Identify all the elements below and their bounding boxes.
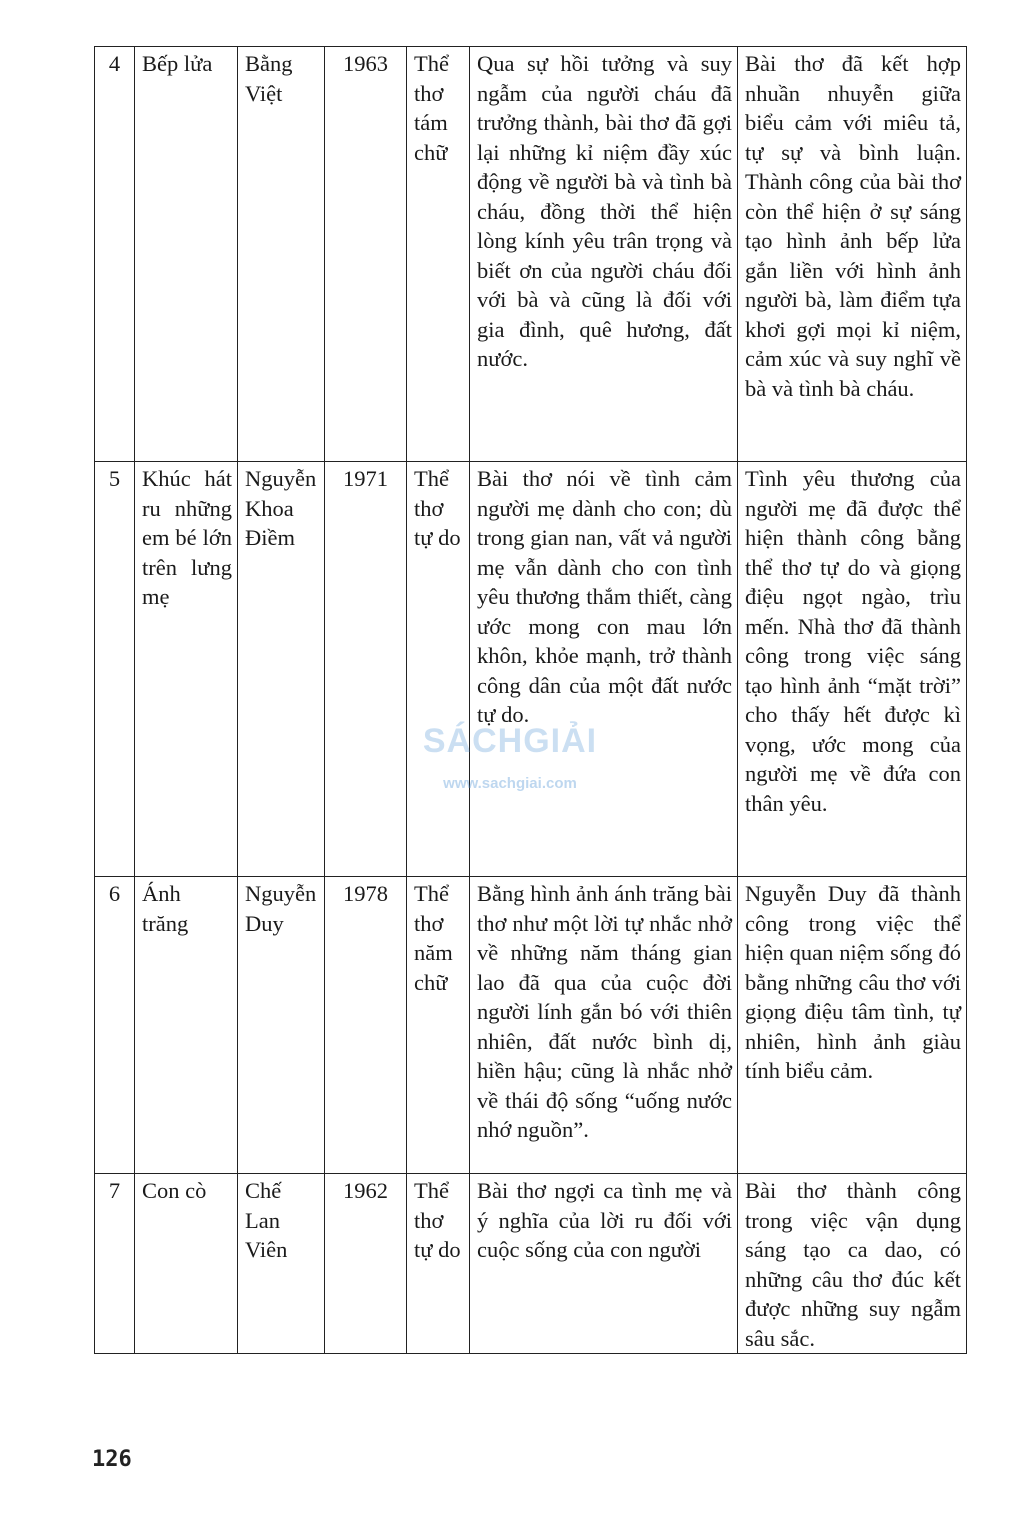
poem-year: 1971 <box>325 462 407 877</box>
watermark-logo: SÁCHGIẢI <box>422 722 598 760</box>
poem-content: Qua sự hồi tưởng và suy ngẫm của người cháu đã trưởng thành, bài thơ đã gợi lại những kỉ niệm đầy xúc động về người bà và tình bà cháu, đồng thời thể hiện lòng kính yêu trân trọng và biết ơn của người cháu đối với bà và cũng là đối với gia đình, quê hương, đất nước. <box>470 47 738 462</box>
poem-form: Thể thơ tự do <box>407 462 470 877</box>
poem-art: Tình yêu thương của người mẹ đã được thể hiện thành công bằng thể thơ tự do và giọng điệu ngọt ngào, trìu mến. Nhà thơ đã thành công trong việc sáng tạo hình ảnh “mặt trời” cho thấy hết được kì vọng, ước mong của người mẹ về đứa con thân yêu. <box>738 462 967 877</box>
poem-content: Bài thơ ngợi ca tình mẹ và ý nghĩa của lời ru đối với cuộc sống của con người <box>470 1174 738 1354</box>
poem-year: 1962 <box>325 1174 407 1354</box>
poem-title: Con cò <box>135 1174 238 1354</box>
poem-author: Nguyễn Duy <box>238 877 325 1174</box>
poem-year: 1963 <box>325 47 407 462</box>
poem-table <box>94 46 967 1354</box>
row-number: 6 <box>95 877 135 1174</box>
watermark-url: www.sachgiai.com <box>443 775 577 792</box>
poem-art: Bài thơ đã kết hợp nhuần nhuyễn giữa biểu cảm với miêu tả, tự sự và bình luận. Thành công của bài thơ còn thể hiện ở sự sáng tạo hình ảnh bếp lửa gắn liền với hình ảnh người bà, làm điểm tựa khơi gợi mọi kỉ niệm, cảm xúc và suy nghĩ về bà và tình bà cháu. <box>738 47 967 462</box>
row-number: 7 <box>95 1174 135 1354</box>
table-row <box>95 1174 967 1354</box>
table-row <box>95 877 967 1174</box>
poem-content: Bằng hình ảnh ánh trăng bài thơ như một lời tự nhắc nhở về những năm tháng gian lao đã qua của cuộc đời người lính gắn bó với thiên nhiên, đất nước bình dị, hiền hậu; cũng là nhắc nhở về thái độ sống “uống nước nhớ nguồn”. <box>470 877 738 1174</box>
poem-form: Thể thơ năm chữ <box>407 877 470 1174</box>
row-number: 5 <box>95 462 135 877</box>
poem-form: Thể thơ tám chữ <box>407 47 470 462</box>
poem-content: Bài thơ nói về tình cảm người mẹ dành cho con; dù trong gian nan, vất vả người mẹ vẫn dành cho con tình yêu thương thắm thiết, càng ước mong con mau lớn khôn, khỏe mạnh, trở thành công dân của một đất nước tự do. <box>470 462 738 877</box>
poem-title: Khúc hát ru những em bé lớn trên lưng mẹ <box>135 462 238 877</box>
table-row <box>95 462 967 877</box>
poem-form: Thể thơ tự do <box>407 1174 470 1354</box>
row-number: 4 <box>95 47 135 462</box>
page-number: 126 <box>92 1447 132 1472</box>
poem-title: Bếp lửa <box>135 47 238 462</box>
poem-title: Ánh trăng <box>135 877 238 1174</box>
poem-art: Bài thơ thành công trong việc vận dụng sáng tạo ca dao, có những câu thơ đúc kết được những suy ngẫm sâu sắc. <box>738 1174 967 1354</box>
poem-author: Chế Lan Viên <box>238 1174 325 1354</box>
table-row <box>95 47 967 462</box>
poem-art: Nguyễn Duy đã thành công trong việc thể hiện quan niệm sống đó bằng những câu thơ với giọng điệu tâm tình, tự nhiên, hình ảnh giàu tính biểu cảm. <box>738 877 967 1174</box>
poem-author: Nguyễn Khoa Điềm <box>238 462 325 877</box>
poem-author: Bằng Việt <box>238 47 325 462</box>
poem-year: 1978 <box>325 877 407 1174</box>
